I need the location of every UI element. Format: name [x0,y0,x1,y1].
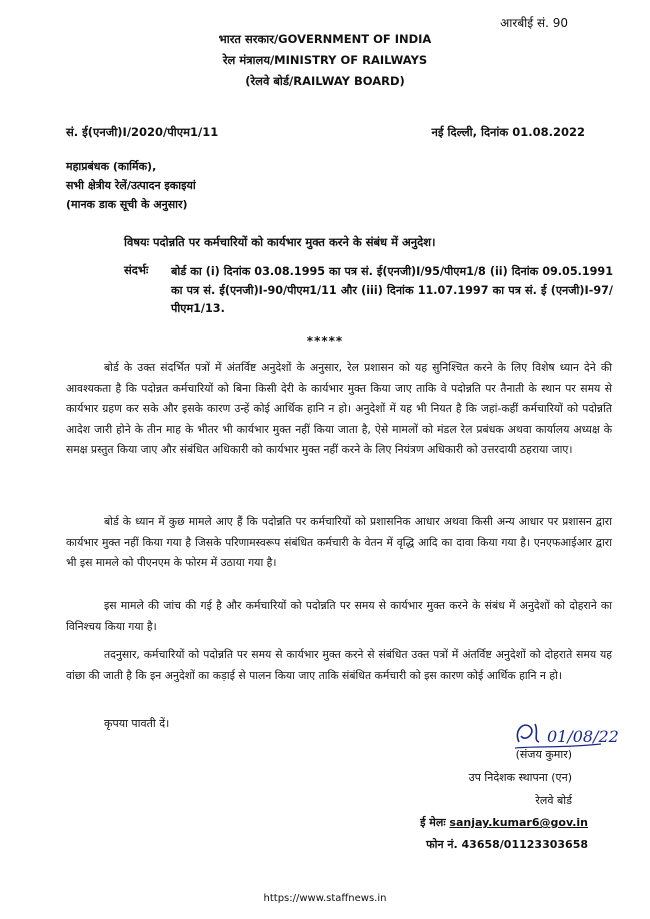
place-date: नई दिल्ली, दिनांक 01.08.2022 [431,125,585,139]
header-board: (रेलवे बोर्ड/RAILWAY BOARD) [245,74,405,88]
signature-date: 01/08/22 [547,727,619,746]
phone-line: फोन नं. 43658/01123303658 [426,838,588,851]
reference-text: बोर्ड का (i) दिनांक 03.08.1995 का पत्र सं. ई(एनजी)I/95/पीएम1/8 (ii) दिनांक 09.05.1991 का पत्र सं. ई(एनजी)I-90/पीएम1/11 और (iii) दिनांक 11.07.1997 का पत्र सं. ई (एनजी)I-97/पीएम1/13. [171,265,613,315]
signatory-name: (संजय कुमार) [515,748,572,761]
subject-line: विषयः पदोन्नति पर कर्मचारियों को कार्यभार मुक्त करने के संबंध में अनुदेश। [124,235,436,249]
email-line [0,815,588,830]
reference-label: संदर्भः [124,263,149,277]
paragraph-2: बोर्ड के ध्यान में कुछ मामले आए हैं कि पदोन्नति पर कर्मचारियों को प्रशासनिक आधार अथवा किसी अन्य आधार पर प्रशासन द्वारा कार्यभार मुक्त नहीं किया गया है जिसके परिणामस्वरूप संबंधित कर्मचारी के वेतन में वृद्धि आदि का दावा किया गया है। एनएफआईआर द्वारा भी इस मामले को पीएनएम के फोरम में उठाया गया है। [66,515,612,569]
addressee-line-1: महाप्रबंधक (कार्मिक), [66,160,157,173]
addressee-line-2: सभी क्षेत्रीय रेलें/उत्पादन इकाइयां [66,179,196,192]
separator: ***** [306,334,344,348]
closing-line: कृपया पावती दें। [104,717,170,730]
signatory-office: रेलवे बोर्ड [535,794,572,807]
paragraph-3: इस मामले की जांच की गई है और कर्मचारियों को पदोन्नति पर समय से कार्यभार मुक्त करने के संबंध में अनुदेशों को दोहराने का विनिश्चय किया गया है। [66,599,612,633]
addressee-line-3: (मानक डाक सूची के अनुसार) [66,198,188,211]
email-link[interactable]: sanjay.kumar6@gov.in [449,816,588,829]
footer-url[interactable]: https://www.staffnews.in [263,893,387,904]
circular-number-stamp: आरबीई सं. 90 [500,16,568,30]
signatory-designation: उप निदेशक स्थापना (एन) [468,771,572,784]
paragraph-4: तदनुसार, कर्मचारियों को पदोन्नति पर समय से कार्यभार मुक्त करने से संबंधित उक्त पत्रों में अंतर्विष्ट अनुदेशों को दोहराते समय यह वांछा की जाती है कि इन अनुदेशों का कड़ाई से पालन किया जाए ताकि संबंधित कर्मचारी को इस कारण कोई आर्थिक हानि न हो। [66,648,612,682]
paragraph-1: बोर्ड के उक्त संदर्भित पत्रों में अंतर्विष्ट अनुदेशों के अनुसार, रेल प्रशासन को यह सुनिश्चित करने के लिए विशेष ध्यान देने की आवश्यकता है कि पदोन्नत कर्मचारियों को बिना किसी देरी के कार्यभार मुक्त किया जाए ताकि वे पदोन्नति पर तैनाती के स्थान पर समय से कार्यभार ग्रहण कर सके और इसके कारण उन्हें कोई आर्थिक हानि न हो। अनुदेशों में यह भी नियत है कि जहां-कहीं कर्मचारियों को पदोन्नति आदेश जारी होने के तीन माह के भीतर भी कार्यभार मुक्त नहीं किया जाता है, ऐसे मामलों को मंडल रेल प्रबंधक अथवा कार्यालय अध्यक्ष के समक्ष प्रस्तुत किया जाए और संबंधित अधिकारी को कार्यभार मुक्त नहीं करने के लिए नियंत्रण अधिकारी को उत्तरदायी ठहराया जाए। [66,361,612,456]
header-ministry: रेल मंत्रालय/MINISTRY OF RAILWAYS [222,53,428,67]
header-government: भारत सरकार/GOVERNMENT OF INDIA [218,32,432,46]
email-label: ई मेलः [420,816,446,829]
reference-number: सं. ई(एनजी)I/2020/पीएम1/11 [66,125,219,139]
